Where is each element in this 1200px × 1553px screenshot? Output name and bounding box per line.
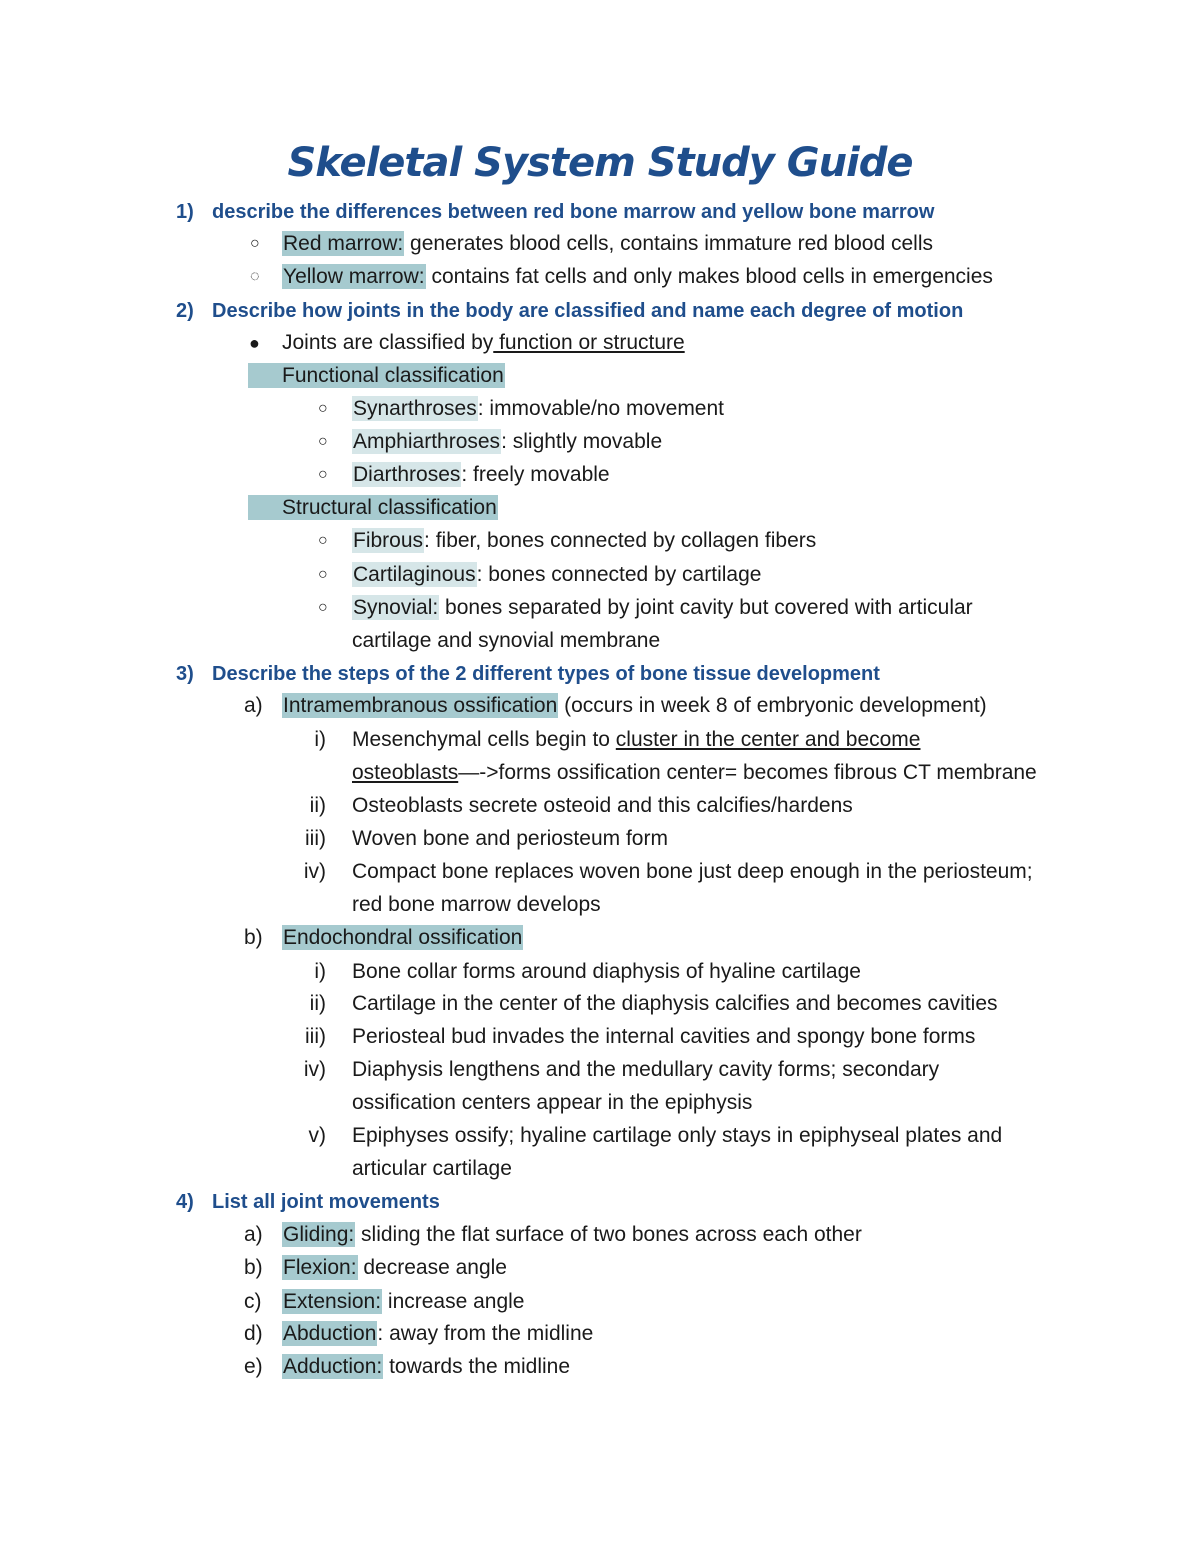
list-label: b) (244, 926, 263, 949)
question-text: Describe the steps of the 2 different types of bone tissue development (212, 663, 880, 685)
list-label: a) (244, 1223, 263, 1246)
term: Adduction: (283, 1355, 383, 1378)
list-label: iii) (305, 1025, 326, 1048)
question-number: 1) (176, 201, 194, 223)
underlined-text: cluster in the center and become (615, 728, 921, 751)
term: Amphiarthroses (353, 430, 501, 453)
term: Flexion: (283, 1256, 357, 1279)
term: Cartilaginous (353, 563, 476, 586)
list-label: e) (244, 1355, 263, 1378)
term: Synarthroses (353, 397, 477, 420)
open-bullet-icon: ○ (250, 235, 260, 252)
list-label: a) (244, 694, 263, 717)
open-bullet-icon: ○ (318, 599, 328, 616)
term: Synovial: (353, 596, 439, 619)
bullet-icon: ● (249, 333, 260, 353)
open-bullet-icon: ○ (318, 532, 328, 549)
question-number: 2) (176, 300, 194, 322)
page-title: Skeletal System Study Guide (287, 140, 913, 186)
open-bullet-icon: ○ (318, 433, 328, 450)
list-label: iii) (305, 827, 326, 850)
underlined-text: osteoblasts (352, 761, 459, 784)
list-label: v) (308, 1124, 326, 1147)
list-label: iv) (303, 860, 326, 883)
question-text: describe the differences between red bone marrow and yellow bone marrow (212, 201, 935, 223)
open-bullet-icon: ○ (318, 566, 328, 583)
subheading: Functional classification (248, 363, 505, 388)
term: Gliding: (283, 1223, 355, 1246)
dotted-bullet-icon: ◌ (250, 268, 260, 285)
question-text: List all joint movements (212, 1191, 440, 1213)
term: Extension: (283, 1290, 382, 1313)
list-label: i) (314, 960, 326, 983)
question-number: 3) (176, 663, 194, 685)
question-number: 4) (176, 1191, 194, 1213)
list-label: i) (314, 728, 326, 751)
list-label: b) (244, 1256, 263, 1279)
subheading: Structural classification (248, 495, 498, 520)
open-bullet-icon: ○ (318, 466, 328, 483)
term: Endochondral ossification (283, 926, 523, 949)
list-label: ii) (309, 794, 326, 817)
term: Intramembranous ossification (283, 694, 558, 717)
term: Abduction (283, 1322, 377, 1345)
term: Diarthroses (353, 463, 461, 486)
term: Fibrous (353, 529, 424, 552)
list-label: c) (244, 1290, 262, 1313)
definition: generates blood cells, contains immature red blood cells (404, 232, 933, 255)
term: Red marrow: (283, 232, 404, 255)
question-text: Describe how joints in the body are classified and name each degree of motion (212, 300, 964, 322)
term: Yellow marrow: (283, 265, 425, 288)
underlined-text: function or structure (493, 331, 685, 354)
open-bullet-icon: ○ (318, 400, 328, 417)
list-label: ii) (309, 992, 326, 1015)
list-label: iv) (303, 1058, 326, 1081)
definition: contains fat cells and only makes blood cells in emergencies (425, 265, 993, 288)
list-label: d) (244, 1322, 263, 1345)
